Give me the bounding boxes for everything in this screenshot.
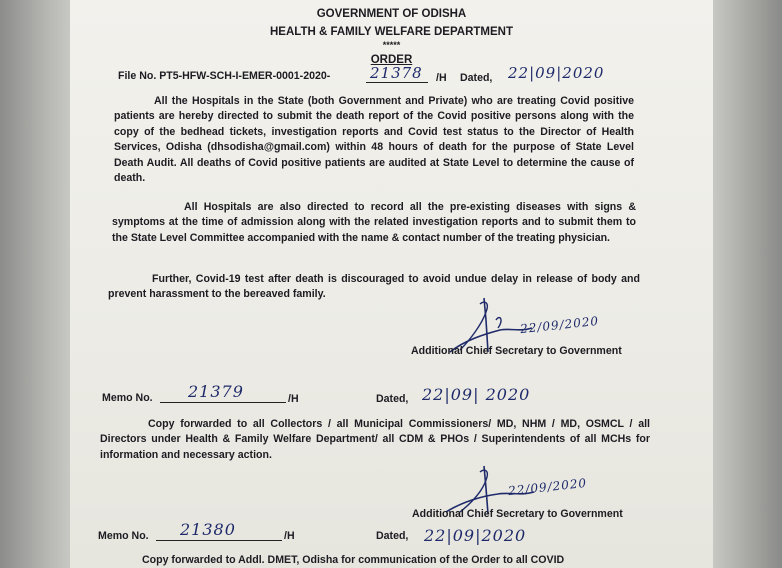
header-stars: ***** (382, 40, 401, 50)
order-title: ORDER (370, 54, 413, 66)
memo-2-date: 22|09|2020 (424, 526, 527, 545)
file-prefix: File No. PT5-HFW-SCH-I-EMER-0001-2020- (118, 70, 331, 82)
paragraph-1: All the Hospitals in the State (both Government and Private) who are treating Covid positive patients are hereby directed to submit the death report of the Covid positive persons along with the copy of the bedhead tickets, investigation reports and Covid test status to the Director of Health Services, Odisha (dhsodisha@gmail.com) within 48 hours of death for the purpose of State Level Death Audit. All deaths of Covid positive patients are audited at State Level to determine the cause of death. (114, 95, 634, 185)
memo-1-label: Memo No. (102, 392, 153, 404)
background-right (712, 0, 782, 568)
file-date-handwritten: 22|09|2020 (508, 64, 605, 82)
memo-1-dated-label: Dated, (376, 393, 409, 405)
paragraph-3: Further, Covid-19 test after death is discouraged to avoid undue delay in release of body and prevent harassment to the bereaved family. (108, 273, 640, 301)
signature-1-date: 22/09/2020 (519, 313, 600, 337)
file-suffix: /H (436, 72, 447, 84)
memo-1-number: 21379 (188, 382, 244, 401)
memo-1-underline (160, 402, 286, 403)
memo-2-text: Copy forwarded to Addl. DMET, Odisha for communication of the Order to all COVID (142, 554, 565, 566)
memo-2-dated-label: Dated, (376, 530, 409, 542)
header-department: HEALTH & FAMILY WELFARE DEPARTMENT (270, 26, 513, 38)
file-dated-label: Dated, (460, 72, 493, 84)
document-page (70, 0, 713, 568)
header-government: GOVERNMENT OF ODISHA (316, 8, 467, 20)
paragraph-2: All Hospitals are also directed to record all the pre-existing diseases with signs & symptoms at the time of admission along with the related investigation reports and to submit them to the State Level Committee accompanied with the name & contact number of the treating physician. (112, 201, 636, 244)
memo-2-underline (156, 540, 282, 541)
signature-2-date: 22/09/2020 (507, 475, 588, 499)
signature-2-designation: Additional Chief Secretary to Government (412, 508, 623, 520)
memo-1-suffix: /H (288, 393, 299, 405)
memo-1-date: 22|09| 2020 (422, 385, 531, 404)
background-left (0, 0, 72, 568)
file-number-underline (366, 82, 428, 83)
memo-1-text: Copy forwarded to all Collectors / all Municipal Commissioners/ MD, NHM / MD, OSMCL / all Directors under Health & Family Welfare Department/ all CDM & PHOs / Superintendents of all MCHs for information and necessary action. (100, 418, 650, 461)
signature-1-designation: Additional Chief Secretary to Government (411, 345, 622, 357)
file-number-handwritten: 21378 (370, 64, 423, 82)
memo-2-label: Memo No. (98, 530, 149, 542)
memo-2-suffix: /H (284, 530, 295, 542)
file-number-line (118, 70, 330, 82)
memo-2-number: 21380 (180, 520, 236, 539)
